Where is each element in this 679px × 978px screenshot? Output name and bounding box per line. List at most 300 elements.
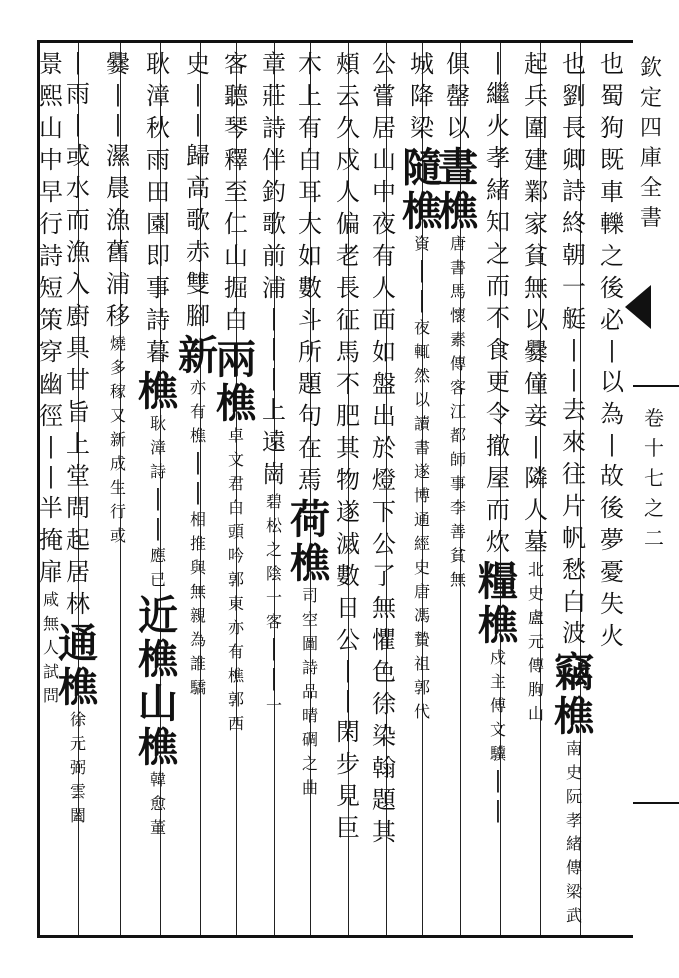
note-character: 詩 <box>150 462 167 481</box>
text-character: 掘 <box>224 274 248 302</box>
text-character: 無 <box>372 594 396 622</box>
text-character: 罄 <box>446 82 470 110</box>
text-character: 閑 <box>336 718 360 746</box>
text-character: 爨 <box>524 338 548 366</box>
note-character: 代 <box>414 702 431 721</box>
note-character: 驕 <box>190 678 207 697</box>
text-character: 策 <box>39 306 63 334</box>
note-character: 素 <box>450 330 467 349</box>
heading-character: 竊 <box>554 649 594 697</box>
text-character: 如 <box>298 242 322 270</box>
note-character: 都 <box>450 426 467 445</box>
text-character: 居 <box>66 558 90 586</box>
note-character: 朐 <box>528 680 545 699</box>
heading-character: 樵 <box>554 693 594 741</box>
text-character: 腳 <box>186 302 210 330</box>
text-character: 赤 <box>186 238 210 266</box>
text-character: 蜀 <box>600 82 624 110</box>
text-character: | <box>608 432 616 457</box>
text-character: 屋 <box>486 464 510 492</box>
text-character: 人 <box>372 274 396 302</box>
text-character: 失 <box>600 590 624 618</box>
text-character: | <box>570 366 578 392</box>
juan-character: 卷 <box>644 406 664 430</box>
note-character: 博 <box>414 486 431 505</box>
note-character: 相 <box>190 510 207 529</box>
text-character: 夜 <box>372 210 396 238</box>
note-character: 闔 <box>70 806 87 825</box>
text-character: 所 <box>298 338 322 366</box>
text-character: 盤 <box>372 370 396 398</box>
heading-character: 樵 <box>138 368 178 415</box>
text-character: 有 <box>298 114 322 142</box>
text-character: 史 <box>186 50 210 78</box>
text-character: 起 <box>524 50 548 78</box>
text-character: 妾 <box>524 402 548 430</box>
text-character: 人 <box>336 178 360 206</box>
text-character: 終 <box>562 209 586 238</box>
note-character: | <box>270 636 278 661</box>
text-character: 墓 <box>524 528 548 556</box>
text-character: 半 <box>39 494 63 522</box>
text-character: 幽 <box>39 370 63 398</box>
text-character: 遠 <box>262 428 286 456</box>
text-character: 撤 <box>486 432 510 460</box>
note-character: 與 <box>190 558 207 577</box>
text-character: 掩 <box>39 526 63 554</box>
note-character: 空 <box>302 610 319 629</box>
heading-character: 山 <box>138 680 178 727</box>
note-character: | <box>418 288 426 313</box>
text-character: 征 <box>336 306 360 334</box>
margin-rule <box>633 385 679 387</box>
text-character: 下 <box>372 498 396 526</box>
note-character: 頭 <box>228 522 245 541</box>
text-character: 必 <box>600 306 624 334</box>
note-character: | <box>154 516 162 541</box>
note-character: 生 <box>110 478 127 497</box>
heading-character: 樵 <box>438 188 478 235</box>
juan-label <box>644 408 664 558</box>
text-character: 耳 <box>298 178 322 206</box>
text-character: 為 <box>600 400 624 428</box>
text-character: | <box>47 464 55 489</box>
text-character: 舊 <box>106 238 130 266</box>
text-character: 中 <box>39 146 63 174</box>
note-character: 郭 <box>414 678 431 697</box>
note-character: 資 <box>414 234 431 253</box>
note-character: 君 <box>228 474 245 493</box>
note-character: 然 <box>414 366 431 385</box>
text-character: 在 <box>298 434 322 462</box>
note-character: 史 <box>528 584 545 603</box>
title-character: 定 <box>640 86 663 111</box>
note-character: 樵 <box>228 666 245 685</box>
text-character: 景 <box>39 50 63 78</box>
text-character: 更 <box>486 368 510 396</box>
note-character: 陰 <box>266 564 283 583</box>
note-character: 輒 <box>414 342 431 361</box>
text-character: 移 <box>106 302 130 330</box>
text-character: | <box>570 336 578 362</box>
note-character: 有 <box>228 642 245 661</box>
text-character: 即 <box>146 242 170 270</box>
text-character: 聽 <box>224 82 248 110</box>
note-character: | <box>154 486 162 511</box>
note-character: 唐 <box>450 234 467 253</box>
note-character: | <box>418 258 426 283</box>
text-column <box>330 52 366 932</box>
text-character: 上 <box>298 82 322 110</box>
text-character: 田 <box>146 178 170 206</box>
text-character: 馬 <box>336 338 360 366</box>
heading-character: 新 <box>178 332 218 379</box>
note-character: 郭 <box>228 690 245 709</box>
note-character: 司 <box>302 586 319 605</box>
text-character: 頰 <box>336 50 360 78</box>
note-character: 郭 <box>228 570 245 589</box>
text-character: 偏 <box>336 210 360 238</box>
text-character: 中 <box>372 178 396 206</box>
note-character: 通 <box>414 510 431 529</box>
text-character: 無 <box>524 274 548 302</box>
text-character: | <box>270 306 278 331</box>
text-character: 而 <box>66 206 90 234</box>
text-character: 卿 <box>562 145 586 174</box>
note-character: 詩 <box>302 658 319 677</box>
heading-character: 荷 <box>290 496 330 543</box>
text-character: | <box>74 112 82 137</box>
page-margin <box>634 0 679 978</box>
text-character: 句 <box>298 402 322 430</box>
text-character: 前 <box>262 242 286 270</box>
heading-character: 近 <box>138 592 178 639</box>
note-character: 元 <box>528 632 545 651</box>
title-character: 書 <box>640 206 663 231</box>
text-character: 其 <box>372 818 396 846</box>
fishtail-mark <box>625 285 651 329</box>
text-character: 客 <box>224 50 248 78</box>
text-character: 有 <box>372 242 396 270</box>
juan-character: 之 <box>644 496 664 520</box>
text-character: 而 <box>486 272 510 300</box>
heading-character: 樵 <box>478 602 518 649</box>
text-character: | <box>270 366 278 391</box>
text-character: 既 <box>600 146 624 174</box>
note-character: 愈 <box>150 794 167 813</box>
text-character: 日 <box>336 594 360 622</box>
text-column <box>100 52 136 932</box>
text-character: 嘗 <box>372 82 396 110</box>
text-character: 居 <box>372 114 396 142</box>
text-character: 炊 <box>486 528 510 556</box>
heading-character: 樵 <box>402 188 442 235</box>
note-character: 無 <box>450 570 467 589</box>
text-character: 去 <box>562 396 586 425</box>
note-character: 讀 <box>414 414 431 433</box>
text-character: 數 <box>298 274 322 302</box>
text-character: 面 <box>372 306 396 334</box>
text-character: 了 <box>372 562 396 590</box>
note-character: 戍 <box>490 648 507 667</box>
note-character: 又 <box>110 406 127 425</box>
text-character: 莊 <box>262 82 286 110</box>
text-character: 林 <box>66 590 90 618</box>
note-character: 傳 <box>450 354 467 373</box>
note-character: 事 <box>450 474 467 493</box>
note-character: 人 <box>43 638 60 657</box>
note-character: 文 <box>228 450 245 469</box>
text-character: 至 <box>224 178 248 206</box>
text-character: 知 <box>486 208 510 236</box>
note-character: 貧 <box>450 546 467 565</box>
note-character: 遂 <box>414 462 431 481</box>
note-character: 師 <box>450 450 467 469</box>
text-character: 也 <box>562 50 586 78</box>
text-character: | <box>194 112 202 137</box>
text-character: 浦 <box>106 270 130 298</box>
text-character: 白 <box>562 587 586 616</box>
note-character: 夜 <box>414 318 431 337</box>
note-character: 懷 <box>450 306 467 325</box>
text-character: 朝 <box>562 241 586 270</box>
text-character: 而 <box>486 496 510 524</box>
note-character: 客 <box>266 612 283 631</box>
text-character: 懼 <box>372 626 396 654</box>
text-column <box>594 52 630 932</box>
text-character: 來 <box>562 428 586 457</box>
note-character: 問 <box>43 686 60 705</box>
text-character: 巨 <box>336 814 360 842</box>
note-character: 書 <box>414 438 431 457</box>
note-character: 善 <box>450 522 467 541</box>
note-character: 或 <box>110 526 127 545</box>
text-character: 早 <box>39 178 63 206</box>
note-character: 馮 <box>414 606 431 625</box>
note-character: 耿 <box>150 414 167 433</box>
text-character: 出 <box>372 402 396 430</box>
text-character: | <box>114 82 122 107</box>
text-character: 孝 <box>486 144 510 172</box>
text-character: 車 <box>600 178 624 206</box>
note-character: | <box>270 666 278 691</box>
text-character: 起 <box>66 526 90 554</box>
note-character: 一 <box>266 696 283 715</box>
text-character: 入 <box>66 270 90 298</box>
text-character: 遂 <box>336 498 360 526</box>
text-character: 老 <box>336 242 360 270</box>
text-character: 之 <box>486 240 510 268</box>
heading-character: 通 <box>58 620 98 667</box>
heading-character: 樵 <box>58 664 98 711</box>
juan-character: 二 <box>644 526 664 550</box>
text-character: 狗 <box>600 114 624 142</box>
text-character: 雨 <box>146 146 170 174</box>
text-character: 圍 <box>524 114 548 142</box>
text-character: 或 <box>66 142 90 170</box>
text-character: 色 <box>372 658 396 686</box>
text-character: 也 <box>600 50 624 78</box>
text-character: 釋 <box>224 146 248 174</box>
note-character: 以 <box>414 390 431 409</box>
note-character: 緒 <box>566 834 583 854</box>
text-character: 徐 <box>372 690 396 718</box>
note-character: 漳 <box>150 438 167 457</box>
note-character: 盧 <box>528 608 545 627</box>
note-character: 經 <box>414 534 431 553</box>
text-character: 後 <box>600 274 624 302</box>
text-character: 詩 <box>39 242 63 270</box>
text-character: 白 <box>224 306 248 334</box>
text-character: 大 <box>298 210 322 238</box>
text-character: 貧 <box>524 242 548 270</box>
text-character: 見 <box>336 782 360 810</box>
note-character: | <box>194 480 202 505</box>
text-column <box>292 52 328 932</box>
text-character: | <box>608 338 616 363</box>
note-character: 樵 <box>190 426 207 445</box>
heading-character: 樵 <box>138 636 178 683</box>
text-character: 歌 <box>262 210 286 238</box>
note-character: 南 <box>566 738 583 758</box>
heading-character: 隨 <box>402 144 442 191</box>
text-character: 漁 <box>66 238 90 266</box>
text-character: 如 <box>372 338 396 366</box>
text-column <box>60 52 96 932</box>
text-character: 園 <box>146 210 170 238</box>
text-character: | <box>194 82 202 107</box>
text-character: 繼 <box>486 80 510 108</box>
text-character: 愁 <box>562 555 586 584</box>
note-character: 梁 <box>566 882 583 902</box>
text-character: 鄴 <box>524 178 548 206</box>
text-character: 焉 <box>298 466 322 494</box>
text-character: 緒 <box>486 176 510 204</box>
text-character: 爨 <box>106 50 130 78</box>
text-character: | <box>114 112 122 137</box>
text-character: 梁 <box>410 114 434 142</box>
note-character: 阮 <box>566 786 583 806</box>
title-character: 全 <box>640 176 663 201</box>
text-character: 短 <box>39 274 63 302</box>
text-character: 廚 <box>66 302 90 330</box>
note-character: 董 <box>150 818 167 837</box>
text-character: 白 <box>298 146 322 174</box>
text-column <box>366 52 402 932</box>
note-character: 徐 <box>70 710 87 729</box>
note-character: 武 <box>566 906 583 926</box>
note-character: 史 <box>414 558 431 577</box>
text-character: 浦 <box>262 274 286 302</box>
text-character: 崗 <box>262 460 286 488</box>
note-character: 成 <box>110 454 127 473</box>
text-character: | <box>344 658 352 683</box>
heading-character: 晝 <box>438 144 478 191</box>
note-character: 卓 <box>228 426 245 445</box>
note-character: 馬 <box>450 282 467 301</box>
text-character: 翰 <box>372 754 396 782</box>
text-character: 俱 <box>446 50 470 78</box>
note-character: 親 <box>190 606 207 625</box>
note-character: 傅 <box>490 696 507 715</box>
note-character: 無 <box>190 582 207 601</box>
text-character: 食 <box>486 336 510 364</box>
heading-character: 樵 <box>216 380 256 427</box>
title-character: 欽 <box>640 56 663 81</box>
text-character: 其 <box>336 434 360 462</box>
text-character: 木 <box>298 50 322 78</box>
text-character: 山 <box>39 114 63 142</box>
note-character: 西 <box>228 714 245 733</box>
text-character: 仁 <box>224 210 248 238</box>
note-character: 碧 <box>266 492 283 511</box>
text-character: 旨 <box>66 398 90 426</box>
text-character: 家 <box>524 210 548 238</box>
text-character: 上 <box>66 430 90 458</box>
note-character: 元 <box>70 734 87 753</box>
text-character: 暮 <box>146 338 170 366</box>
text-character: 以 <box>524 306 548 334</box>
note-character: 驥 <box>490 744 507 763</box>
text-character: | <box>494 50 502 75</box>
text-character: 以 <box>446 114 470 142</box>
text-character: 滅 <box>336 530 360 558</box>
text-character: 數 <box>336 562 360 590</box>
text-character: 堂 <box>66 462 90 490</box>
note-character: 曲 <box>302 778 319 797</box>
text-character: 詩 <box>562 177 586 206</box>
note-character: 松 <box>266 516 283 535</box>
text-character: 燈 <box>372 466 396 494</box>
note-character: 山 <box>528 704 545 723</box>
text-character: 漳 <box>146 82 170 110</box>
note-character: 傳 <box>566 858 583 878</box>
text-column <box>256 52 292 932</box>
note-character: | <box>494 768 502 793</box>
text-character: 後 <box>600 494 624 522</box>
heading-character: 糧 <box>478 558 518 605</box>
text-character: 斗 <box>298 306 322 334</box>
text-character: 題 <box>372 786 396 814</box>
note-character: 唐 <box>414 582 431 601</box>
text-character: 公 <box>372 530 396 558</box>
note-character: 文 <box>490 720 507 739</box>
note-character: 白 <box>228 498 245 517</box>
note-character: 客 <box>450 378 467 397</box>
text-character: 秋 <box>146 114 170 142</box>
note-character: 傳 <box>528 656 545 675</box>
text-character: 漁 <box>106 206 130 234</box>
text-character: 降 <box>410 82 434 110</box>
text-character: 長 <box>336 274 360 302</box>
text-character: 夢 <box>600 526 624 554</box>
note-character: 圖 <box>302 634 319 653</box>
note-character: 應 <box>150 546 167 565</box>
text-character: 往 <box>562 460 586 489</box>
text-character: 隣 <box>524 464 548 492</box>
text-character: 長 <box>562 113 586 142</box>
text-character: 歸 <box>186 142 210 170</box>
text-character: 劉 <box>562 81 586 110</box>
text-character: 晨 <box>106 174 130 202</box>
note-character: 書 <box>450 258 467 277</box>
text-character: 琴 <box>224 114 248 142</box>
text-column <box>180 52 216 932</box>
text-character: 物 <box>336 466 360 494</box>
text-character: 建 <box>524 146 548 174</box>
text-character: 一 <box>562 273 586 302</box>
text-character: 釣 <box>262 178 286 206</box>
